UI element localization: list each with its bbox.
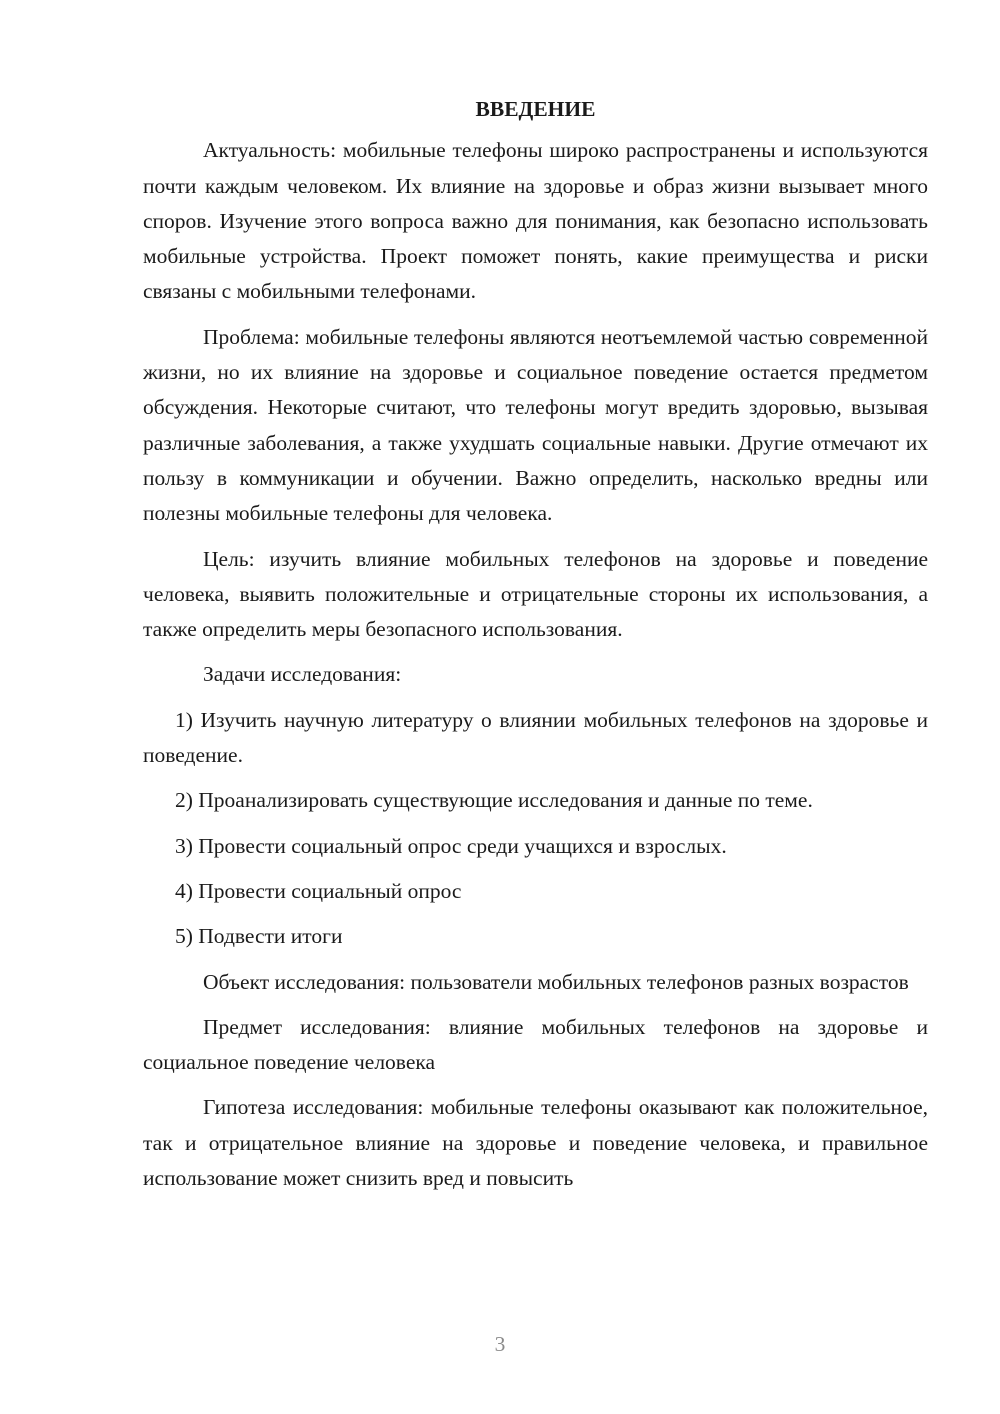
page-content bbox=[143, 92, 928, 1206]
task-item: 4) Провести социальный опрос bbox=[175, 878, 462, 903]
paragraph-goal: Цель: изучить влияние мобильных телефонов на здоровье и поведение человека, выявить положительные и отрицательные стороны их использования, а также определить меры безопасного использования. bbox=[143, 546, 928, 642]
paragraph-hypothesis: Гипотеза исследования: мобильные телефоны оказывают как положительное, так и отрицательное влияние на здоровье и поведение человека, и правильное использование может снизить вред и повысить bbox=[143, 1095, 928, 1191]
task-item: 1) Изучить научную литературу о влиянии мобильных телефонов на здоровье и поведение. bbox=[143, 707, 928, 768]
tasks-heading: Задачи исследования: bbox=[203, 662, 402, 687]
task-item: 2) Проанализировать существующие исследования и данные по теме. bbox=[175, 788, 813, 813]
paragraph-problem: Проблема: мобильные телефоны являются неотъемлемой частью современной жизни, но их влияние на здоровье и социальное поведение остается предметом обсуждения. Некоторые считают, что телефоны могут вредить здоровью, вызывая различные заболевания, а также ухудшать социальные навыки. Другие отмечают их пользу в коммуникации и обучении. Важно определить, насколько вредны или полезны мобильные телефоны для человека. bbox=[143, 324, 928, 526]
page-number: 3 bbox=[494, 1332, 506, 1356]
task-item: 3) Провести социальный опрос среди учащихся и взрослых. bbox=[175, 833, 727, 858]
task-item: 5) Подвести итоги bbox=[175, 924, 343, 949]
paragraph-relevance: Актуальность: мобильные телефоны широко распространены и используются почти каждым человеком. Их влияние на здоровье и образ жизни вызывает много споров. Изучение этого вопроса важно для понимания, как безопасно использовать мобильные устройства. Проект поможет понять, какие преимущества и риски связаны с мобильными телефонами. bbox=[143, 138, 928, 304]
section-title: ВВЕДЕНИЕ bbox=[475, 97, 596, 121]
paragraph-subject: Предмет исследования: влияние мобильных телефонов на здоровье и социальное поведение человека bbox=[143, 1014, 928, 1075]
paragraph-object: Объект исследования: пользователи мобильных телефонов разных возрастов bbox=[203, 969, 909, 994]
